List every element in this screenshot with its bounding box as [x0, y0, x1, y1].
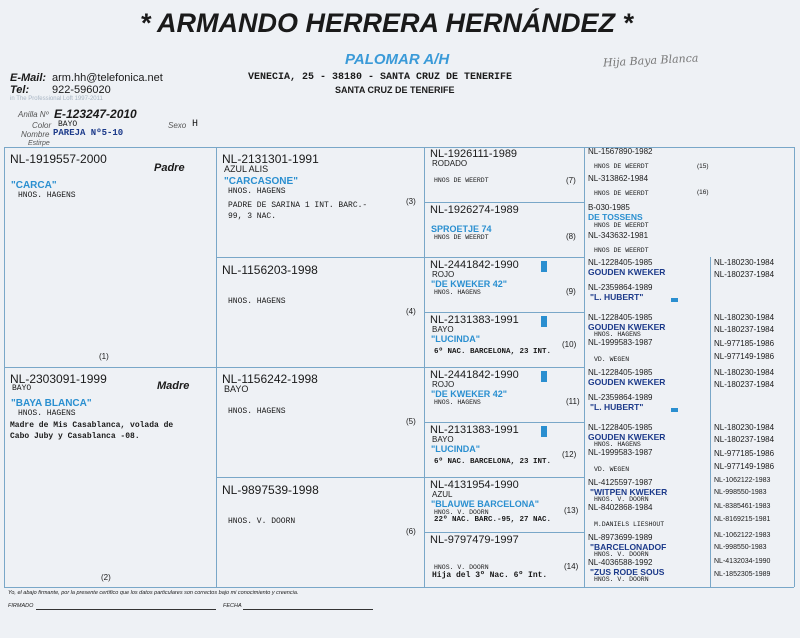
ggp8-ring: NL-1926274-1989 [430, 204, 519, 216]
ggp10-color: BAYO [432, 325, 454, 334]
ggp11-name: "DE KWEKER 42" [431, 389, 508, 399]
ggp13-number: (13) [564, 506, 579, 515]
ggp10-name: "LUCINDA" [431, 334, 481, 344]
ggp11-color: ROJO [432, 380, 455, 389]
g4-ring-9: NL-1228405-1985 [588, 368, 653, 377]
ggp13-note: 22º NAC. BARC.-95, 27 NAC. [434, 516, 552, 524]
gp5-ring: NL-1156242-1998 [222, 372, 318, 386]
g5-ring: NL-180237-1984 [714, 270, 775, 279]
g5-ring: NL-180237-1984 [714, 380, 775, 389]
g5-ring: NL-180230-1984 [714, 258, 775, 267]
g5-ring: NL-180230-1984 [714, 423, 775, 432]
madre-note-2: Cabo Juby y Casablanca -08. [10, 432, 140, 441]
tel-label: Tel: [10, 84, 30, 96]
g4-ring-7: NL-1228405-1985 [588, 313, 653, 322]
ggp13-breeder: HNOS. V. DOORN [434, 509, 489, 516]
ggp13-name: "BLAUWE BARCELONA" [431, 499, 540, 509]
g5-ring: NL-180237-1984 [714, 435, 775, 444]
g5-ring: NL-977185-1986 [714, 449, 775, 458]
g4-name-15: "BARCELONADOF [590, 542, 667, 552]
g4-breeder-15: HNOS. V. DOORN [594, 551, 649, 558]
g4-breeder-7: HNOS. HAGENS [594, 331, 641, 338]
ggp7-color: RODADO [432, 159, 468, 168]
g4-name-3: DE TOSSENS [588, 212, 643, 222]
ggp9-ring: NL-2441842-1990 [430, 259, 519, 271]
ggp14-note: Hija del 3º Nac. 6º Int. [432, 571, 548, 580]
g4-name-5: GOUDEN KWEKER [588, 267, 666, 277]
ggp7-ring: NL-1926111-1989 [430, 148, 518, 160]
gp6-ring: NL-9897539-1998 [222, 483, 319, 497]
g4-name-16: "ZUS RODE SOUS [590, 567, 665, 577]
g4-breeder-4: HNOS DE WEERDT [594, 247, 649, 254]
g5-ring: NL-977185-1986 [714, 339, 775, 348]
anilla-value: E-123247-2010 [54, 107, 137, 121]
blue-marker [541, 371, 547, 382]
ggp13-ring: NL-4131954-1990 [430, 479, 519, 491]
blue-marker [671, 408, 678, 412]
g4-ring-3: B-030-1985 [588, 203, 630, 212]
gp3-note-2: 99, 3 NAC. [228, 212, 277, 221]
g5-ring: NL-180230-1984 [714, 368, 775, 377]
madre-number: (2) [101, 573, 111, 582]
g4-ring-8: NL-1999583-1987 [588, 338, 653, 347]
color-label: Color [32, 121, 52, 130]
gp6-breeder: HNOS. V. DOORN [228, 517, 296, 526]
estirpe-label: Estirpe [28, 140, 50, 147]
g4-breeder-14: M.DANIELS LIESHOUT [594, 521, 665, 528]
g4-ring-12: NL-1999583-1987 [588, 448, 653, 457]
ggp9-breeder: HNOS. HAGENS [434, 289, 481, 296]
loft-name: PALOMAR A/H [345, 51, 450, 68]
faint-line: in The Professional Loft 1997-2011 [10, 96, 103, 102]
padre-name: "CARCA" [11, 180, 57, 191]
g4-ring-6: NL-2359864-1989 [588, 283, 653, 292]
g5-ring: NL-1062122-1983 [714, 477, 771, 484]
ggp8-breeder: HNOS DE WEERDT [434, 234, 489, 241]
g5-ring: NL-998550-1983 [714, 544, 767, 551]
madre-breeder: HNOS. HAGENS [18, 409, 76, 418]
ggp8-name: SPROETJE 74 [431, 224, 492, 234]
madre-ring: NL-2303091-1999 [10, 372, 107, 386]
g5-ring: NL-180230-1984 [714, 313, 775, 322]
g4-ring-4: NL-343632-1981 [588, 231, 649, 240]
certification-text: Yo, el abajo firmante, por la presente certifico que los datos particulares son correctos bajo mi conocimiento y creencia. [8, 590, 299, 596]
anilla-label: Anilla Nº [18, 110, 49, 119]
date-line[interactable] [243, 609, 373, 610]
sexo-value: H [192, 119, 199, 130]
ggp10-number: (10) [562, 340, 577, 349]
ggp11-number: (11) [566, 397, 580, 406]
ggp7-number: (7) [566, 176, 576, 185]
g4-name-13: "WITPEN KWEKER [590, 487, 668, 497]
padre-ring: NL-1919557-2000 [10, 152, 107, 166]
tel-value: 922-596020 [52, 84, 111, 96]
gp3-number: (3) [406, 197, 416, 206]
g4-name-9: GOUDEN KWEKER [588, 377, 666, 387]
g4-number-16: (16) [697, 189, 709, 196]
g4-number-15: (15) [697, 163, 709, 170]
blue-marker [541, 426, 547, 437]
g4-breeder-16: HNOS. V. DOORN [594, 576, 649, 583]
ggp9-name: "DE KWEKER 42" [431, 279, 508, 289]
g5-ring: NL-998550-1983 [714, 489, 767, 496]
ggp9-number: (9) [566, 287, 576, 296]
ggp11-breeder: HNOS. HAGENS [434, 399, 481, 406]
ggp14-breeder: HNOS. V. DOORN [434, 564, 489, 571]
g5-ring: NL-1062122-1983 [714, 532, 771, 539]
gp4-breeder: HNOS. HAGENS [228, 297, 286, 306]
ggp8-number: (8) [566, 232, 576, 241]
ggp10-ring: NL-2131383-1991 [430, 314, 519, 326]
ggp12-number: (12) [562, 450, 577, 459]
g4-ring-11: NL-1228405-1985 [588, 423, 653, 432]
gp4-ring: NL-1156203-1998 [222, 263, 318, 277]
padre-breeder: HNOS. HAGENS [18, 191, 76, 200]
g4-ring-1: NL-1567890-1982 [588, 147, 653, 156]
page-title: * ARMANDO HERRERA HERNÁNDEZ * [140, 8, 634, 38]
fecha-label: FECHA [223, 603, 242, 609]
g4-breeder-2: HNOS DE WEERDT [594, 190, 649, 197]
gp5-number: (5) [406, 417, 416, 426]
ggp12-note: 6º NAC. BARCELONA, 23 INT. [434, 458, 552, 466]
ggp13-color: AZUL [432, 490, 453, 499]
g4-breeder-11: HNOS. HAGENS [594, 441, 641, 448]
g5-ring: NL-8169215-1981 [714, 516, 771, 523]
g4-breeder-13: HNOS. V. DOORN [594, 496, 649, 503]
gp3-note-1: PADRE DE SARINA 1 INT. BARC.- [228, 201, 368, 210]
gp4-number: (4) [406, 307, 416, 316]
ggp12-color: BAYO [432, 435, 454, 444]
g4-ring-14: NL-8402868-1984 [588, 503, 653, 512]
g4-ring-2: NL-313862-1984 [588, 174, 649, 183]
g4-ring-13: NL-4125597-1987 [588, 478, 653, 487]
g5-ring: NL-4132034-1990 [714, 558, 771, 565]
ggp12-ring: NL-2131383-1991 [430, 424, 519, 436]
gp6-number: (6) [406, 527, 416, 536]
email-value[interactable]: arm.hh@telefonica.net [52, 72, 163, 84]
sexo-label: Sexo [168, 121, 187, 130]
madre-color: BAYO [12, 384, 32, 393]
g4-breeder-12: VD. WEGEN [594, 466, 630, 473]
g4-name-7: GOUDEN KWEKER [588, 322, 666, 332]
ggp14-ring: NL-9797479-1997 [430, 534, 519, 546]
g4-breeder-3: HNOS DE WEERDT [594, 222, 649, 229]
g4-name-6: "L. HUBERT" [590, 292, 644, 302]
gp3-name: "CARCASONE" [224, 176, 298, 187]
g4-ring-15: NL-8973699-1989 [588, 533, 653, 542]
padre-number: (1) [99, 352, 109, 361]
g5-ring: NL-8385461-1983 [714, 503, 771, 510]
g4-name-10: "L. HUBERT" [590, 402, 644, 412]
color-value: BAYO [58, 120, 78, 129]
blue-marker [541, 261, 547, 272]
nombre-value: PAREJA Nº5-10 [53, 128, 124, 138]
g5-ring: NL-1852305-1989 [714, 571, 771, 578]
ggp14-number: (14) [564, 562, 579, 571]
madre-label: Madre [157, 380, 190, 392]
gp5-breeder: HNOS. HAGENS [228, 407, 286, 416]
g4-ring-16: NL-4036588-1992 [588, 558, 653, 567]
nombre-label: Nombre [21, 130, 50, 139]
g4-ring-10: NL-2359864-1989 [588, 393, 653, 402]
g4-ring-5: NL-1228405-1985 [588, 258, 653, 267]
ggp10-note: 6º NAC. BARCELONA, 23 INT. [434, 348, 552, 356]
gp3-ring: NL-2131301-1991 [222, 152, 319, 166]
city: SANTA CRUZ DE TENERIFE [335, 85, 455, 95]
address: VENECIA, 25 - 38180 - SANTA CRUZ DE TENERIFE [248, 72, 513, 83]
blue-marker [671, 298, 678, 302]
signature-line[interactable] [36, 609, 216, 610]
g5-ring: NL-977149-1986 [714, 462, 775, 471]
email-label: E-Mail: [10, 72, 47, 84]
gp3-breeder: HNOS. HAGENS [228, 187, 286, 196]
g5-ring: NL-180237-1984 [714, 325, 775, 334]
blue-marker [541, 316, 547, 327]
ggp7-breeder: HNOS DE WEERDT [434, 177, 489, 184]
gp3-color: AZUL ALIS [224, 164, 269, 174]
firmado-label: FIRMADO [8, 603, 34, 609]
padre-label: Padre [154, 162, 185, 174]
madre-note-1: Madre de Mis Casablanca, volada de [10, 421, 174, 430]
g4-name-11: GOUDEN KWEKER [588, 432, 666, 442]
ggp9-color: ROJO [432, 270, 455, 279]
ggp11-ring: NL-2441842-1990 [430, 369, 519, 381]
g4-breeder-1: HNOS DE WEERDT [594, 163, 649, 170]
madre-name: "BAYA BLANCA" [11, 398, 92, 409]
ggp12-name: "LUCINDA" [431, 444, 481, 454]
handwritten-note: Hija Baya Blanca [602, 51, 699, 70]
g5-ring: NL-977149-1986 [714, 352, 775, 361]
gp5-color: BAYO [224, 384, 249, 394]
g4-breeder-8: VD. WEGEN [594, 356, 630, 363]
